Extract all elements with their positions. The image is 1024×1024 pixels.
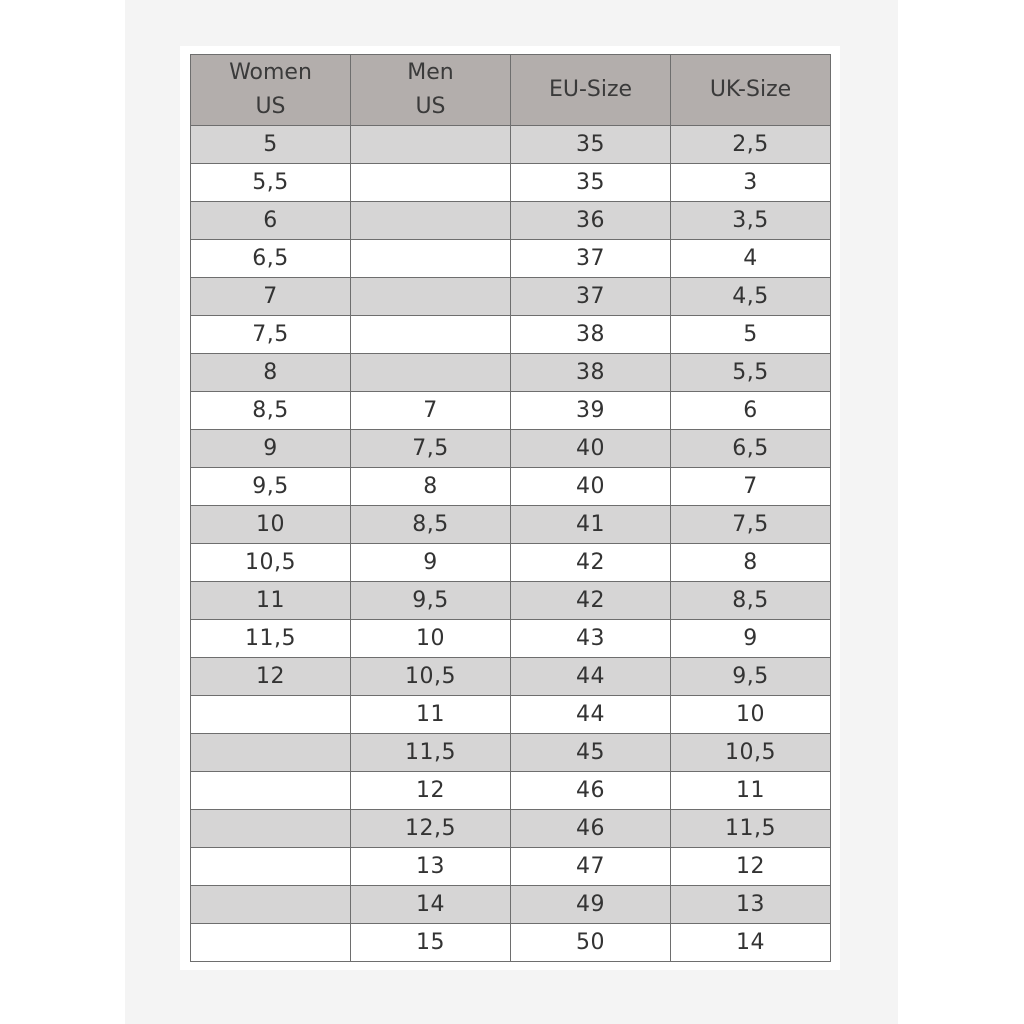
table-row <box>191 240 831 278</box>
header-text: Men <box>407 60 454 85</box>
cell-women-us: 11 <box>191 582 351 620</box>
cell-men-us: 10 <box>351 620 511 658</box>
cell-men-us: 14 <box>351 886 511 924</box>
cell-eu-size: 49 <box>511 886 671 924</box>
table-row <box>191 392 831 430</box>
table-row <box>191 810 831 848</box>
cell-uk-size: 6 <box>671 392 831 430</box>
table-row <box>191 278 831 316</box>
cell-women-us: 7 <box>191 278 351 316</box>
header-text: US <box>415 94 446 119</box>
cell-uk-size: 12 <box>671 848 831 886</box>
cell-eu-size: 42 <box>511 582 671 620</box>
cell-uk-size: 10 <box>671 696 831 734</box>
cell-eu-size: 42 <box>511 544 671 582</box>
table-row <box>191 354 831 392</box>
cell-men-us <box>351 316 511 354</box>
cell-eu-size: 41 <box>511 506 671 544</box>
table-row <box>191 506 831 544</box>
cell-women-us: 7,5 <box>191 316 351 354</box>
cell-women-us: 12 <box>191 658 351 696</box>
header-text: UK-Size <box>709 77 792 102</box>
cell-women-us: 11,5 <box>191 620 351 658</box>
cell-men-us <box>351 202 511 240</box>
cell-uk-size: 2,5 <box>671 126 831 164</box>
table-row <box>191 202 831 240</box>
header-row <box>191 55 831 126</box>
table-row <box>191 924 831 962</box>
cell-men-us <box>351 240 511 278</box>
table-row <box>191 848 831 886</box>
cell-women-us: 9 <box>191 430 351 468</box>
cell-uk-size: 8 <box>671 544 831 582</box>
cell-men-us <box>351 354 511 392</box>
cell-men-us: 7 <box>351 392 511 430</box>
cell-uk-size: 5,5 <box>671 354 831 392</box>
cell-eu-size: 44 <box>511 696 671 734</box>
table-row <box>191 734 831 772</box>
cell-uk-size: 4 <box>671 240 831 278</box>
header-uk-size <box>671 55 831 126</box>
cell-men-us: 8 <box>351 468 511 506</box>
cell-eu-size: 35 <box>511 126 671 164</box>
cell-eu-size: 35 <box>511 164 671 202</box>
cell-women-us: 8 <box>191 354 351 392</box>
cell-uk-size: 7,5 <box>671 506 831 544</box>
size-conversion-table <box>190 54 831 962</box>
cell-eu-size: 47 <box>511 848 671 886</box>
cell-women-us <box>191 886 351 924</box>
cell-women-us <box>191 772 351 810</box>
cell-men-us: 8,5 <box>351 506 511 544</box>
cell-eu-size: 38 <box>511 316 671 354</box>
cell-uk-size: 7 <box>671 468 831 506</box>
cell-men-us: 12 <box>351 772 511 810</box>
cell-women-us <box>191 696 351 734</box>
header-eu-size <box>511 55 671 126</box>
cell-men-us <box>351 164 511 202</box>
cell-uk-size: 13 <box>671 886 831 924</box>
cell-eu-size: 37 <box>511 240 671 278</box>
cell-eu-size: 37 <box>511 278 671 316</box>
header-women-us <box>191 55 351 126</box>
cell-women-us <box>191 734 351 772</box>
table-row <box>191 582 831 620</box>
table-row <box>191 316 831 354</box>
cell-uk-size: 5 <box>671 316 831 354</box>
cell-eu-size: 46 <box>511 772 671 810</box>
cell-eu-size: 36 <box>511 202 671 240</box>
cell-uk-size: 9 <box>671 620 831 658</box>
cell-men-us: 15 <box>351 924 511 962</box>
cell-men-us: 11 <box>351 696 511 734</box>
table-row <box>191 544 831 582</box>
table-row <box>191 658 831 696</box>
cell-women-us: 10 <box>191 506 351 544</box>
cell-men-us: 9 <box>351 544 511 582</box>
cell-uk-size: 9,5 <box>671 658 831 696</box>
cell-uk-size: 6,5 <box>671 430 831 468</box>
cell-women-us: 5,5 <box>191 164 351 202</box>
cell-eu-size: 43 <box>511 620 671 658</box>
header-men-us <box>351 55 511 126</box>
cell-eu-size: 40 <box>511 430 671 468</box>
table-row <box>191 620 831 658</box>
cell-women-us: 9,5 <box>191 468 351 506</box>
cell-men-us: 9,5 <box>351 582 511 620</box>
header-text: EU-Size <box>548 77 633 102</box>
header-text: Women <box>229 60 312 85</box>
cell-women-us <box>191 848 351 886</box>
table-row <box>191 886 831 924</box>
cell-uk-size: 3 <box>671 164 831 202</box>
table-row <box>191 468 831 506</box>
cell-men-us <box>351 126 511 164</box>
cell-uk-size: 4,5 <box>671 278 831 316</box>
cell-eu-size: 39 <box>511 392 671 430</box>
table-row <box>191 126 831 164</box>
cell-men-us: 7,5 <box>351 430 511 468</box>
cell-eu-size: 46 <box>511 810 671 848</box>
cell-uk-size: 8,5 <box>671 582 831 620</box>
cell-uk-size: 3,5 <box>671 202 831 240</box>
cell-women-us: 8,5 <box>191 392 351 430</box>
cell-women-us: 5 <box>191 126 351 164</box>
table-row <box>191 772 831 810</box>
cell-eu-size: 38 <box>511 354 671 392</box>
cell-men-us: 10,5 <box>351 658 511 696</box>
header-text: US <box>255 94 286 119</box>
cell-men-us <box>351 278 511 316</box>
cell-men-us: 13 <box>351 848 511 886</box>
cell-uk-size: 10,5 <box>671 734 831 772</box>
cell-men-us: 12,5 <box>351 810 511 848</box>
table-row <box>191 430 831 468</box>
table-row <box>191 696 831 734</box>
cell-women-us <box>191 924 351 962</box>
table-body <box>191 126 831 962</box>
cell-uk-size: 11 <box>671 772 831 810</box>
cell-men-us: 11,5 <box>351 734 511 772</box>
cell-women-us: 6 <box>191 202 351 240</box>
cell-women-us: 10,5 <box>191 544 351 582</box>
cell-uk-size: 11,5 <box>671 810 831 848</box>
cell-eu-size: 50 <box>511 924 671 962</box>
cell-eu-size: 40 <box>511 468 671 506</box>
table-row <box>191 164 831 202</box>
cell-eu-size: 45 <box>511 734 671 772</box>
cell-women-us: 6,5 <box>191 240 351 278</box>
cell-eu-size: 44 <box>511 658 671 696</box>
cell-uk-size: 14 <box>671 924 831 962</box>
cell-women-us <box>191 810 351 848</box>
